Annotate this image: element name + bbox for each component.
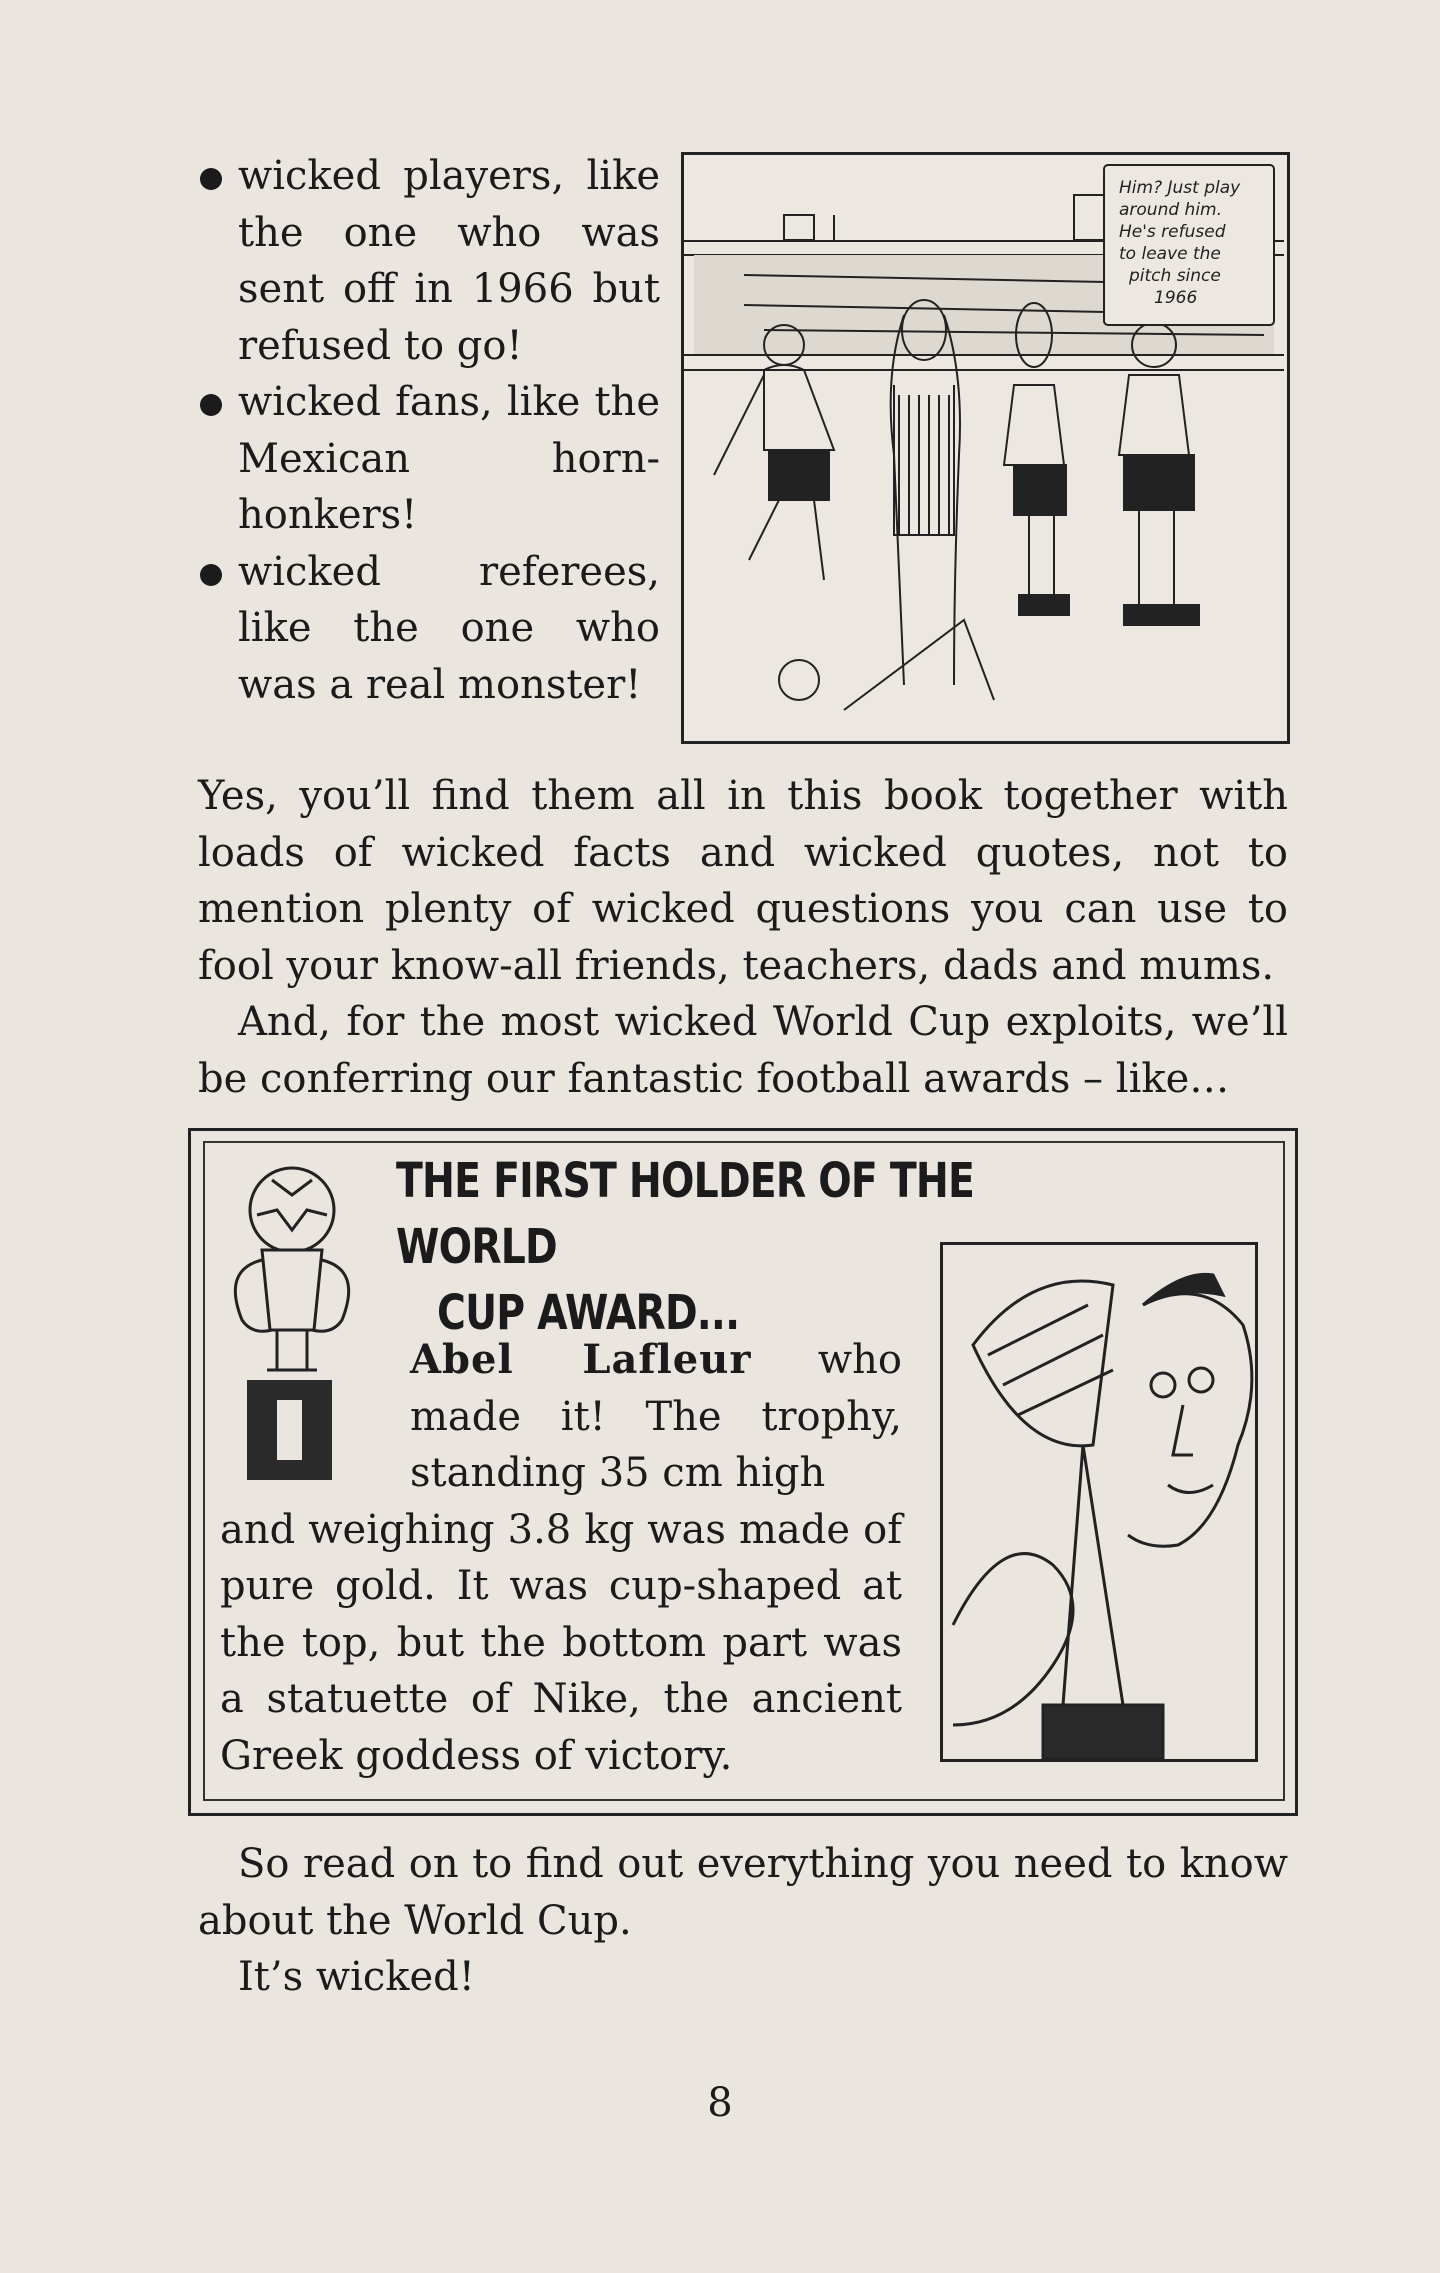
closing-paragraph: So read on to find out everything you need to know about the World Cup. <box>198 1841 1288 1944</box>
speech-line: Him? Just play <box>1119 178 1241 198</box>
speech-line: 1966 <box>1154 288 1198 308</box>
bullet-dot-icon <box>200 394 222 416</box>
trophy-cartoon <box>940 1242 1258 1762</box>
closing-exclamation: It’s wicked! <box>238 1954 475 2000</box>
award-text-body: and weighing 3.8 kg was made of pure gold. It was cup-shaped at the top, but the bottom part was a statuette of Nike, the ancient Greek goddess of victory. <box>220 1506 902 1779</box>
award-name: Abel Lafleur <box>410 1336 752 1383</box>
bullet-dot-icon <box>200 168 222 190</box>
speech-line: He's refused <box>1119 222 1226 242</box>
award-text <box>220 1332 902 1784</box>
bullet-item: wicked fans, like the Mexican horn-honkers! <box>198 374 660 544</box>
speech-line: pitch since <box>1129 266 1221 286</box>
awards-paragraph: And, for the most wicked World Cup exploits, we’ll be conferring our fantastic football awards – like… <box>198 999 1288 1102</box>
referee-cartoon <box>681 152 1290 744</box>
bullet-item: wicked players, like the one who was sent off in 1966 but refused to go! <box>198 148 660 374</box>
bullet-dot-icon <box>200 564 222 586</box>
speech-line: around him. <box>1119 200 1223 220</box>
award-text-intro: who made it! The trophy, standing 35 cm high <box>410 1337 902 1496</box>
page-number: 8 <box>707 2080 733 2126</box>
award-title-line: CUP AWARD... <box>437 1285 740 1341</box>
bullet-item: wicked referees, like the one who was a real monster! <box>198 544 660 714</box>
bullet-list <box>198 148 660 713</box>
intro-paragraph: Yes, you’ll find them all in this book together with loads of wicked facts and wicked quotes, not to mention plenty of wicked questions you can use to fool your know-all friends, teachers, dads and mums. <box>198 773 1288 989</box>
speech-line: to leave the <box>1119 244 1221 264</box>
award-title-line: THE FIRST HOLDER OF THE WORLD <box>396 1153 975 1275</box>
